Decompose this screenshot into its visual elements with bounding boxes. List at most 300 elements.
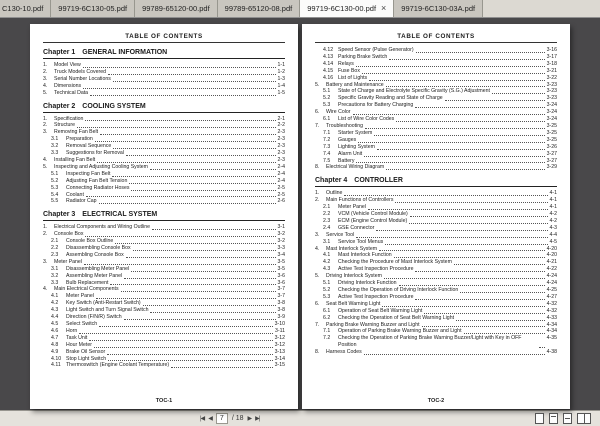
entry-title: Parking Brake Switch xyxy=(338,53,388,60)
dot-leader xyxy=(124,319,276,320)
entry-number: 3.3 xyxy=(51,150,59,157)
tab-99789-65120-00-pdf[interactable] xyxy=(135,0,218,17)
dot-leader xyxy=(364,354,545,355)
entry-number: 4.3 xyxy=(51,307,59,314)
chapter-title: COOLING SYSTEM xyxy=(82,102,146,110)
entry-number: 5. xyxy=(315,81,320,88)
entry-number: 4.15 xyxy=(323,67,334,74)
entry-page: 3-21 xyxy=(546,67,557,74)
dot-leader xyxy=(415,271,544,272)
next-page-button[interactable]: ▶ xyxy=(247,416,252,422)
toc-entry xyxy=(43,90,285,97)
entry-number: 5.3 xyxy=(323,293,331,300)
entry-title: Service Tool Menus xyxy=(338,238,384,245)
dot-leader xyxy=(95,141,276,142)
entry-title: Precautions for Battery Charging xyxy=(338,102,414,109)
entry-number: 2. xyxy=(315,197,320,204)
toc-entry xyxy=(43,198,285,205)
entry-page: 3-5 xyxy=(277,265,285,272)
entry-title: GSE Connector xyxy=(338,224,375,231)
dot-leader xyxy=(99,203,276,204)
dot-leader xyxy=(389,59,544,60)
dot-leader xyxy=(422,326,545,327)
entry-title: Suggestions for Removal xyxy=(66,150,124,157)
entry-page: 3-27 xyxy=(546,157,557,164)
toc-entry xyxy=(315,218,557,225)
entry-number: 2.2 xyxy=(51,245,59,252)
entry-number: 4.16 xyxy=(323,74,334,81)
entry-number: 3.2 xyxy=(51,143,59,150)
toc-entry xyxy=(315,130,557,137)
entry-title: Hour Meter xyxy=(66,341,92,348)
pdf-page-right xyxy=(302,24,570,409)
entry-number: 4.11 xyxy=(51,362,61,369)
entry-number: 4.14 xyxy=(323,60,334,67)
entry-page: 3-6 xyxy=(277,279,285,286)
toc-entry xyxy=(315,95,557,102)
toc-entry xyxy=(43,266,285,273)
tab-99719-6c130-05-pdf[interactable] xyxy=(51,0,135,17)
entry-page: 1-1 xyxy=(277,62,285,68)
two-page-view-icon[interactable] xyxy=(577,413,591,424)
entry-title: Active Test Inspection Procedure xyxy=(338,293,414,300)
toc-entry xyxy=(315,308,557,315)
toc-entry xyxy=(43,69,285,76)
toc-entry xyxy=(43,185,285,192)
fit-width-icon[interactable] xyxy=(563,413,572,424)
entry-title: Checking the Operation of Seat Belt Warning Light xyxy=(338,314,455,321)
toc-entry xyxy=(43,362,285,369)
entry-number: 5. xyxy=(43,89,48,96)
entry-page: 2-3 xyxy=(277,129,285,136)
entry-page: 4-3 xyxy=(549,224,557,231)
dot-leader xyxy=(409,223,547,224)
entry-number: 4.6 xyxy=(51,327,59,334)
toc-entry xyxy=(315,246,557,253)
entry-number: 6.1 xyxy=(323,116,331,123)
toc-entry xyxy=(315,225,557,232)
toc-entry xyxy=(43,224,285,231)
entry-number: 4.1 xyxy=(51,293,59,300)
dot-leader xyxy=(152,229,275,230)
entry-page: 3-25 xyxy=(546,136,557,143)
entry-number: 4.2 xyxy=(51,300,59,307)
entry-page: 3-22 xyxy=(546,74,557,81)
entry-title: Troubleshooting xyxy=(326,122,364,129)
entry-title: Meter Panel xyxy=(54,258,82,265)
dot-leader xyxy=(376,230,547,231)
dot-leader xyxy=(84,264,276,265)
entry-title: Operation of Seat Belt Warning Light xyxy=(338,307,423,314)
dot-leader xyxy=(110,284,275,285)
dot-leader xyxy=(143,305,276,306)
entry-page: 3-5 xyxy=(277,258,285,265)
entry-number: 4. xyxy=(43,286,48,293)
toc-entry xyxy=(43,129,285,136)
entry-title: Task Unit xyxy=(66,334,88,341)
entry-page: 4-35 xyxy=(546,335,557,342)
entry-number: 7.3 xyxy=(323,143,331,150)
toc-entry xyxy=(43,280,285,287)
entry-title: Lighting System xyxy=(338,143,375,150)
entry-number: 2. xyxy=(43,68,48,75)
entry-title: Console Box Outline xyxy=(66,238,114,245)
tab-label: 99789-65120-00.pdf xyxy=(142,4,210,13)
tab-close-icon[interactable]: × xyxy=(381,3,387,13)
status-bar xyxy=(0,410,600,426)
tab-99719-6c130-00-pdf[interactable] xyxy=(300,0,394,17)
dot-leader xyxy=(416,52,545,53)
entry-title: Console Box xyxy=(54,231,84,238)
entry-title: Assembling Meter Panel xyxy=(66,272,123,279)
toc-entry xyxy=(43,122,285,129)
entry-title: Electrical Wiring Diagram xyxy=(326,164,385,171)
entry-number: 4.13 xyxy=(323,53,334,60)
dot-leader xyxy=(108,74,276,75)
entry-number: 5.1 xyxy=(51,170,59,177)
entry-page: 2-6 xyxy=(277,198,285,205)
entry-title: Inspecting and Adjusting Cooling System xyxy=(54,163,149,170)
entry-number: 4. xyxy=(315,245,320,252)
page-header: TABLE OF CONTENTS xyxy=(315,33,557,43)
single-page-view-icon[interactable] xyxy=(535,413,544,424)
entry-page: 3-4 xyxy=(277,251,285,258)
dot-leader xyxy=(85,236,275,237)
entry-title: Specification xyxy=(54,115,84,122)
entry-page: 4-32 xyxy=(546,300,557,307)
entry-title: Starter System xyxy=(338,129,373,136)
entry-title: Removal Sequence xyxy=(66,143,112,150)
dot-leader xyxy=(385,244,547,245)
entry-page: 3-12 xyxy=(274,341,285,348)
continuous-view-icon[interactable] xyxy=(549,413,558,424)
entry-page: 3-17 xyxy=(546,53,557,60)
toc-entry xyxy=(43,231,285,238)
dot-leader xyxy=(356,162,544,163)
chapter-heading xyxy=(43,102,285,113)
dot-leader xyxy=(492,93,545,94)
toc-entry xyxy=(315,151,557,158)
tab-label: 99719-6C130-00.pdf xyxy=(307,4,377,13)
entry-title: Structure xyxy=(54,122,76,129)
entry-page: 3-7 xyxy=(277,293,285,300)
entry-page: 4-27 xyxy=(546,293,557,300)
tab-99719-6c130-03a-pdf[interactable] xyxy=(394,0,483,17)
entry-title: State of Charge and Electrolyte Specific Gravity (S.G.) Adjustment xyxy=(338,88,490,95)
entry-title: Technical Data xyxy=(54,89,89,96)
dot-leader xyxy=(386,169,544,170)
toc-entry xyxy=(315,232,557,239)
dot-leader xyxy=(369,80,544,81)
toc-entry xyxy=(315,335,557,349)
entry-page: 3-14 xyxy=(274,355,285,362)
toc-entry xyxy=(315,266,557,273)
toc-entry xyxy=(43,150,285,157)
entry-title: Driving Interlock Function xyxy=(338,280,397,287)
dot-leader xyxy=(112,176,275,177)
entry-page: 4-34 xyxy=(546,321,557,328)
entry-page: 4-21 xyxy=(546,259,557,266)
entry-title: Stop Light Switch xyxy=(66,355,107,362)
toc-entry xyxy=(315,47,557,54)
dot-leader xyxy=(456,320,545,321)
tab-label: 99719-6C130-05.pdf xyxy=(58,4,128,13)
entry-title: Mast Interlock System xyxy=(326,245,378,252)
toc-entry xyxy=(315,328,557,335)
entry-title: Thermoswitch (Engine Coolant Temperature) xyxy=(66,362,170,369)
toc-entry xyxy=(43,143,285,150)
dot-leader xyxy=(464,333,545,334)
dot-leader xyxy=(410,216,548,217)
toc-entry xyxy=(43,314,285,321)
entry-number: 7.1 xyxy=(323,328,331,335)
entry-number: 7.2 xyxy=(323,335,331,342)
toc-entry xyxy=(43,178,285,185)
dot-leader xyxy=(83,88,275,89)
dot-leader xyxy=(124,278,275,279)
entry-page: 2-3 xyxy=(277,150,285,157)
page-count-label: / 18 xyxy=(231,415,244,422)
toc-entry xyxy=(315,61,557,68)
toc-entry xyxy=(315,116,557,123)
entry-page: 3-1 xyxy=(277,224,285,231)
chapter-number: Chapter 2 xyxy=(43,102,76,110)
entry-page: 3-8 xyxy=(277,300,285,307)
entry-page: 2-4 xyxy=(277,163,285,170)
toc-entry xyxy=(43,335,285,342)
toc-entry xyxy=(43,342,285,349)
entry-title: Model View xyxy=(54,62,81,68)
tab-c130-10-pdf[interactable] xyxy=(0,0,51,17)
entry-number: 1. xyxy=(315,190,320,197)
entry-page: 1-5 xyxy=(277,89,285,96)
entry-number: 5.1 xyxy=(323,88,331,95)
entry-page: 3-25 xyxy=(546,129,557,136)
toc-entry xyxy=(315,322,557,329)
entry-number: 7. xyxy=(315,321,320,328)
entry-number: 5.3 xyxy=(323,102,331,109)
entry-page: 3-26 xyxy=(546,143,557,150)
entry-number: 3.1 xyxy=(51,136,59,143)
entry-number: 4.1 xyxy=(323,252,331,259)
dot-leader xyxy=(344,195,547,196)
entry-number: 1. xyxy=(43,62,48,68)
entry-title: Harness Codes xyxy=(326,349,362,356)
entry-title: Removing Fan Belt xyxy=(54,129,99,136)
entry-number: 2.3 xyxy=(51,251,59,258)
dot-leader xyxy=(454,264,545,265)
toc-entry xyxy=(315,75,557,82)
entry-number: 5.2 xyxy=(323,95,331,102)
entry-page: 2-3 xyxy=(277,143,285,150)
entry-page: 4-22 xyxy=(546,266,557,273)
entry-title: Serial Number Locations xyxy=(54,75,111,82)
entry-title: Seat Belt Warning Light xyxy=(326,300,381,307)
pdf-page-left xyxy=(30,24,298,409)
entry-title: Parking Brake Warning Buzzer and Light xyxy=(326,321,420,328)
dot-leader xyxy=(86,196,276,197)
dot-leader xyxy=(97,162,275,163)
entry-title: List of Wire Color Codes xyxy=(338,116,395,123)
entry-number: 2.1 xyxy=(51,238,59,245)
dot-leader xyxy=(358,142,544,143)
toc-entry xyxy=(43,293,285,300)
dot-leader xyxy=(94,347,273,348)
tab-label: C130-10.pdf xyxy=(2,4,44,13)
dot-leader xyxy=(126,257,276,258)
entry-title: Inspecting Fan Belt xyxy=(66,170,111,177)
toc-entry xyxy=(43,259,285,266)
toc-entry xyxy=(315,123,557,130)
entry-number: 7.4 xyxy=(323,150,331,157)
entry-title: Checking the Operation of Parking Brake Warning Buzzer/Light with Key in OFF Position xyxy=(338,335,522,349)
dot-leader xyxy=(377,149,545,150)
entry-page: 4-32 xyxy=(546,307,557,314)
toc-entry xyxy=(315,82,557,89)
entry-page: 4-1 xyxy=(549,190,557,197)
entry-page: 3-6 xyxy=(277,272,285,279)
entry-title: Installing Fan Belt xyxy=(54,156,96,163)
entry-page: 4-24 xyxy=(546,273,557,280)
first-page-button[interactable]: |◀ xyxy=(200,416,205,422)
toc-entry xyxy=(43,136,285,143)
dot-leader xyxy=(356,237,547,238)
dot-leader xyxy=(396,121,544,122)
entry-title: Adjusting Fan Belt Tension xyxy=(66,177,128,184)
toc-entry xyxy=(315,273,557,280)
dot-leader xyxy=(133,250,276,251)
entry-page: 4-24 xyxy=(546,280,557,287)
dot-leader xyxy=(362,73,545,74)
chapter-heading xyxy=(43,210,285,221)
toc-entry xyxy=(43,286,285,293)
last-page-button[interactable]: ▶| xyxy=(255,416,260,422)
entry-title: VCM (Vehicle Control Module) xyxy=(338,211,408,218)
toc-entry xyxy=(315,211,557,218)
entry-page: 4-2 xyxy=(549,217,557,224)
entry-page: 3-27 xyxy=(546,150,557,157)
entry-title: Radiator Cap xyxy=(66,198,97,205)
entry-number: 8. xyxy=(315,164,320,171)
entry-page: 2-3 xyxy=(277,156,285,163)
entry-number: 5. xyxy=(315,273,320,280)
entry-number: 5.3 xyxy=(51,184,59,191)
entry-page: 3-23 xyxy=(546,81,557,88)
entry-title: Outline xyxy=(326,190,343,197)
toc-entry xyxy=(315,54,557,61)
toc-entry xyxy=(43,192,285,199)
dot-leader xyxy=(85,120,275,121)
dot-leader xyxy=(83,67,276,68)
entry-page: 4-34 xyxy=(546,328,557,335)
tab-label: 99789-65120-08.pdf xyxy=(224,4,293,13)
entry-page: 4-25 xyxy=(546,287,557,293)
entry-title: Direction (F/N/R) Switch xyxy=(66,314,122,321)
entry-title: ECM (Engine Control Module) xyxy=(338,217,408,224)
entry-number: 3.3 xyxy=(51,279,59,286)
entry-number: 4.12 xyxy=(323,47,334,53)
entry-number: 5.2 xyxy=(51,177,59,184)
entry-page: 2-5 xyxy=(277,184,285,191)
entry-title: List of Lights xyxy=(338,74,368,81)
chapter-title: GENERAL INFORMATION xyxy=(82,49,168,56)
entry-title: Horn xyxy=(66,327,78,334)
entry-page: 4-1 xyxy=(549,197,557,204)
toc-entry xyxy=(43,307,285,314)
toc-body-1 xyxy=(43,48,285,369)
entry-number: 6.1 xyxy=(323,307,331,314)
dot-leader xyxy=(150,169,275,170)
entry-number: 1. xyxy=(43,115,48,122)
entry-page: 1-3 xyxy=(277,75,285,82)
entry-title: Disassembling Meter Panel xyxy=(66,265,130,272)
page-header: TABLE OF CONTENTS xyxy=(43,33,285,43)
entry-page: 4-20 xyxy=(546,252,557,259)
entry-page: 2-5 xyxy=(277,191,285,198)
toc-entry xyxy=(315,259,557,266)
entry-number: 3. xyxy=(43,258,48,265)
entry-page: 3-2 xyxy=(277,238,285,245)
entry-title: Main Functions of Controllers xyxy=(326,197,394,204)
entry-title: Relays xyxy=(338,60,354,67)
view-tools xyxy=(535,413,591,424)
entry-title: Electrical Components and Wiring Outline xyxy=(54,224,151,231)
entry-number: 8. xyxy=(315,349,320,356)
toc-entry xyxy=(43,83,285,90)
entry-page: 3-9 xyxy=(277,314,285,321)
entry-page: 4-4 xyxy=(549,231,557,238)
toc-entry xyxy=(43,164,285,171)
entry-number: 4.4 xyxy=(51,314,59,321)
entry-page: 2-1 xyxy=(277,115,285,122)
tab-bar xyxy=(0,0,600,18)
entry-title: Operation of Parking Brake Warning Buzzer and Light xyxy=(338,328,462,335)
previous-page-button[interactable]: ◀ xyxy=(208,416,212,422)
entry-title: Checking the Operation of Driving Interlock Function xyxy=(338,287,459,293)
entry-page: 2-3 xyxy=(277,136,285,143)
entry-title: Light Switch and Turn Signal Switch xyxy=(66,307,149,314)
entry-title: Select Switch xyxy=(66,321,98,327)
toc-body-2 xyxy=(315,47,557,356)
tab-99789-65120-08-pdf[interactable] xyxy=(218,0,301,17)
entry-number: 2.1 xyxy=(323,204,331,211)
dot-leader xyxy=(415,299,544,300)
entry-page: 3-18 xyxy=(546,60,557,67)
entry-number: 2.4 xyxy=(323,224,331,231)
entry-title: Battery xyxy=(338,157,355,164)
page-number-input[interactable]: 7 xyxy=(216,413,228,424)
dot-leader xyxy=(121,291,276,292)
dot-leader xyxy=(365,128,545,129)
toc-entry xyxy=(315,164,557,171)
dot-leader xyxy=(90,95,275,96)
entry-title: Mast Interlock Function xyxy=(338,252,392,259)
entry-number: 4.8 xyxy=(51,341,59,348)
entry-title: Specific Gravity Reading and State of Charge xyxy=(338,95,443,102)
entry-number: 5.2 xyxy=(323,287,331,293)
entry-number: 4.3 xyxy=(323,266,331,273)
entry-page: 3-11 xyxy=(275,327,285,334)
toc-entry xyxy=(43,238,285,245)
entry-number: 3. xyxy=(43,75,48,82)
toc-entry xyxy=(315,280,557,287)
dot-leader xyxy=(374,135,544,136)
entry-page: 3-2 xyxy=(277,231,285,238)
toc-entry xyxy=(315,68,557,75)
toc-entry xyxy=(43,273,285,280)
dot-leader xyxy=(395,202,547,203)
dot-leader xyxy=(386,86,545,87)
